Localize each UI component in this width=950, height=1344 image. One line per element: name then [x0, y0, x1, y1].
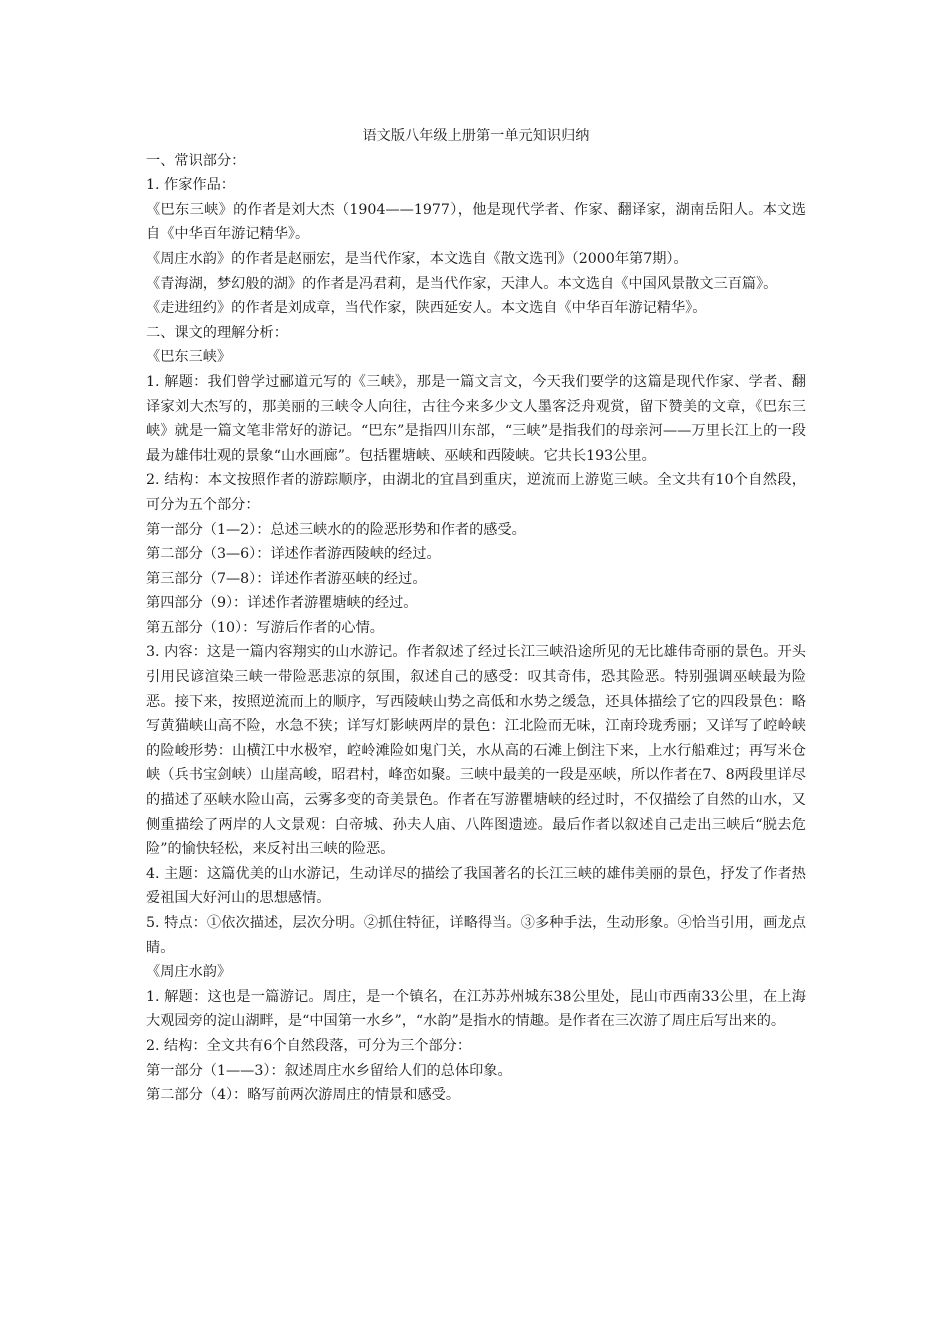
paragraph-badong-content: 3. 内容：这是一篇内容翔实的山水游记。作者叙述了经过长江三峡沿途所见的无比雄伟奇丽的景色。开头引用民谚渲染三峡一带险恶悲凉的氛围，叙述自己的感受：叹其奇伟，恐其险恶。特别强调巫峡最为险恶。接下来，按照逆流而上的顺序，写西陵峡山势之高低和水势之缓急，还具体描绘了它的四段景色：略写黄猫峡山高不险，水急不狭；详写灯影峡两岸的景色：江北险而无味，江南玲珑秀丽；又详写了崆岭峡的险峻形势：山横江中水极窄，崆岭滩险如鬼门关，水从高的石滩上倒注下来，上水行船难过；再写米仓峡（兵书宝剑峡）山崖高峻，昭君村，峰峦如聚。三峡中最美的一段是巫峡，所以作者在7、8两段里详尽的描述了巫峡水险山高，云雾多变的奇美景色。作者在写游瞿塘峡的经过时，不仅描绘了自然的山水，又侧重描绘了两岸的人文景观：白帝城、孙夫人庙、八阵图遗迹。最后作者以叙述自己走出三峡后“脱去危险”的愉快轻松，来反衬出三峡的险恶。 [146, 644, 806, 858]
paragraph-badong-structure: 2. 结构：本文按照作者的游踪顺序，由湖北的宜昌到重庆，逆流而上游览三峡。全文共有10个自然段，可分为五个部分： [146, 472, 806, 513]
paragraph-badong-title-explanation: 1. 解题：我们曾学过郦道元写的《三峡》，那是一篇文言文，今天我们要学的这篇是现代作家、学者、翻译家刘大杰写的，那美丽的三峡令人向往，古往今来多少文人墨客泛舟观赏，留下赞美的文章，《巴东三峡》就是一篇文笔非常好的游记。“巴东”是指四川东部，“三峡”是指我们的母亲河——万里长江上的一段最为雄伟壮观的景象“山水画廊”。包括瞿塘峡、巫峡和西陵峡。它共长193公里。 [146, 373, 806, 464]
paragraph-zhouzhuang-title-explanation: 1. 解题：这也是一篇游记。周庄，是一个镇名，在江苏苏州城东38公里处，昆山市西南33公里，在上海大观园旁的淀山湖畔，是“中国第一水乡”，“水韵”是指水的情趣。是作者在三次游了周庄后写出来的。 [146, 988, 806, 1030]
section-heading-text-analysis: 二、课文的理解分析： [146, 324, 288, 341]
paragraph-qinghai-author: 《青海湖，梦幻般的湖》的作者是冯君莉，是当代作家，天津人。本文选自《中国风景散文三百篇》。 [146, 275, 778, 292]
paragraph-badong-part-3: 第三部分（7—8）：详述作者游巫峡的经过。 [146, 570, 427, 587]
subheading-authors-works: 1. 作家作品： [146, 177, 235, 194]
paragraph-badong-part-4: 第四部分（9）：详述作者游瞿塘峡的经过。 [146, 595, 418, 612]
paragraph-zhouzhuang-part-2: 第二部分（4）：略写前两次游周庄的情景和感受。 [146, 1087, 461, 1104]
document-title: 语文版八年级上册第一单元知识归纳 [362, 128, 590, 144]
paragraph-badong-features: 5. 特点：①依次描述，层次分明。②抓住特征，详略得当。③多种手法，生动形象。④恰当引用，画龙点睛。 [146, 915, 806, 956]
paragraph-badong-theme: 4. 主题：这篇优美的山水游记，生动详尽的描绘了我国著名的长江三峡的雄伟美丽的景色，抒发了作者热爱祖国大好河山的思想感情。 [146, 865, 806, 907]
paragraph-badong-part-5: 第五部分（10）：写游后作者的心情。 [146, 619, 384, 636]
paragraph-newyork-author: 《走进纽约》的作者是刘成章，当代作家，陕西延安人。本文选自《中华百年游记精华》。 [146, 300, 707, 317]
text-title-zhouzhuang: 《周庄水韵》 [146, 964, 232, 981]
paragraph-badong-part-1: 第一部分（1—2）：总述三峡水的的险恶形势和作者的感受。 [146, 521, 526, 538]
text-title-badong: 《巴东三峡》 [146, 349, 232, 366]
paragraph-badong-author: 《巴东三峡》的作者是刘大杰（1904——1977），他是现代学者、作家、翻译家，湖南岳阳人。本文选自《中华百年游记精华》。 [146, 201, 806, 243]
document-body [146, 124, 806, 1108]
paragraph-zhouzhuang-author: 《周庄水韵》的作者是赵丽宏，是当代作家，本文选自《散文选刊》（2000年第7期）。 [146, 250, 688, 267]
paragraph-zhouzhuang-structure: 2. 结构：全文共有6个自然段落，可分为三个部分： [146, 1037, 472, 1054]
paragraph-zhouzhuang-part-1: 第一部分（1——3）：叙述周庄水乡留给人们的总体印象。 [146, 1062, 512, 1079]
paragraph-badong-part-2: 第二部分（3—6）：详述作者游西陵峡的经过。 [146, 546, 441, 563]
section-heading-general-knowledge: 一、常识部分： [146, 152, 246, 169]
